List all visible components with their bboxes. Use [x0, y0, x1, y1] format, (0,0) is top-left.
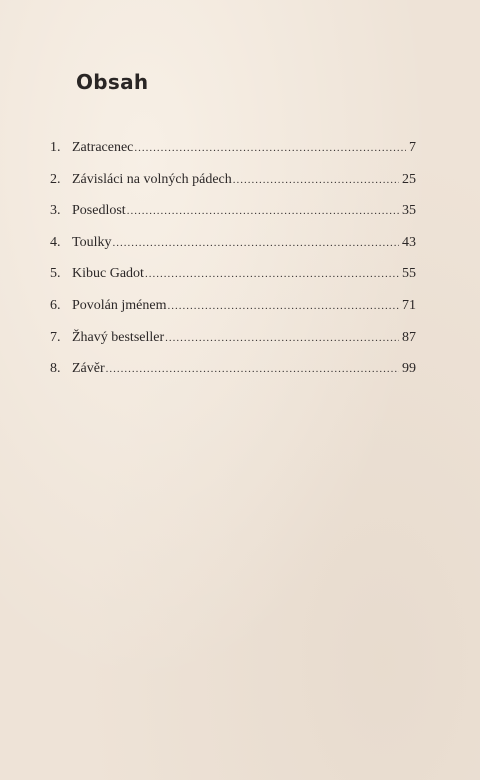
dot-leader [106, 363, 399, 375]
toc-entry-page: 43 [402, 234, 416, 250]
dot-leader [233, 174, 399, 186]
toc-entry-number: 4. [50, 234, 61, 250]
toc-entry-number: 1. [50, 140, 61, 155]
page-title: Obsah [76, 70, 149, 94]
toc-entry-title: Závisláci na volných pádech [72, 171, 232, 187]
toc-entry-title: Povolán jménem [72, 297, 167, 313]
dot-leader [112, 237, 399, 249]
dot-leader [134, 142, 406, 154]
toc-entry-number: 2. [50, 171, 61, 187]
dot-leader [168, 300, 400, 312]
dot-leader [145, 268, 399, 280]
toc-entry-number: 5. [50, 266, 61, 282]
toc-entry-number: 3. [50, 203, 61, 219]
toc-entry [50, 361, 416, 393]
toc-entry [50, 298, 416, 330]
toc-entry-title: Zatracenec [72, 140, 134, 155]
toc-entry [50, 172, 416, 204]
toc-entry [50, 203, 416, 235]
toc-entry [50, 235, 416, 267]
toc-entry-page: 71 [402, 297, 416, 313]
table-of-contents [50, 140, 416, 393]
toc-entry [50, 266, 416, 298]
toc-entry-page: 87 [402, 329, 416, 345]
toc-entry-number: 7. [50, 329, 61, 345]
toc-entry-page: 35 [402, 203, 416, 219]
toc-entry-number: 6. [50, 297, 61, 313]
toc-entry-title: Posedlost [72, 203, 126, 219]
dot-leader [127, 205, 399, 217]
toc-entry [50, 140, 416, 172]
dot-leader [165, 332, 399, 344]
toc-entry-page: 25 [402, 171, 416, 187]
toc-entry-page: 99 [402, 361, 416, 377]
toc-entry-title: Závěr [72, 361, 105, 377]
toc-entry-number: 8. [50, 361, 61, 377]
toc-entry [50, 330, 416, 362]
toc-entry-title: Kibuc Gadot [72, 266, 144, 282]
toc-entry-title: Žhavý bestseller [72, 329, 165, 345]
toc-entry-title: Toulky [72, 234, 112, 250]
toc-entry-page: 7 [409, 140, 416, 155]
toc-entry-page: 55 [402, 266, 416, 282]
